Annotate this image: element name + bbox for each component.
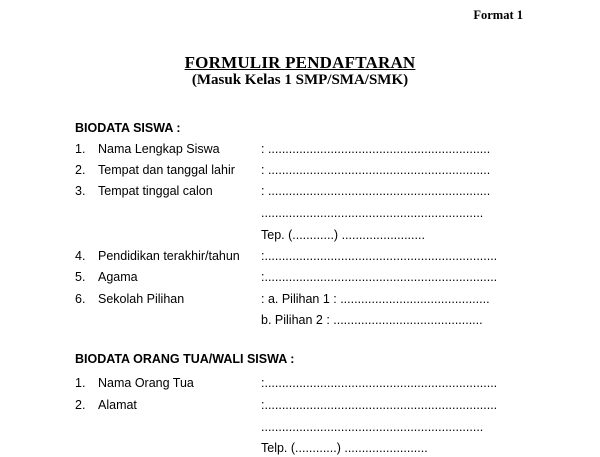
format-label: Format 1 bbox=[473, 8, 523, 22]
fill-line-nama-orang-tua[interactable]: :................................................................... bbox=[261, 376, 498, 390]
fill-line-tempat-tinggal-2[interactable]: ................................................................ bbox=[261, 206, 484, 220]
row-number: 2. bbox=[75, 398, 86, 412]
row-number: 2. bbox=[75, 163, 86, 177]
form-title: FORMULIR PENDAFTARAN bbox=[184, 53, 416, 72]
section-heading-biodata-siswa: BIODATA SISWA : bbox=[75, 121, 181, 135]
field-label-nama-orang-tua: Nama Orang Tua bbox=[98, 376, 194, 390]
field-label-agama: Agama bbox=[98, 270, 138, 284]
fill-line-tempat-tinggal[interactable]: : ................................................................ bbox=[261, 184, 491, 198]
fill-line-pilihan-2[interactable]: b. Pilihan 2 : ........................................... bbox=[261, 313, 483, 327]
fill-line-alamat-2[interactable]: ................................................................ bbox=[261, 420, 484, 434]
fill-line-agama[interactable]: :................................................................... bbox=[261, 270, 498, 284]
fill-line-telepon-orang-tua[interactable]: Telp. (............) ........................ bbox=[261, 441, 428, 455]
field-label-tempat-tanggal-lahir: Tempat dan tanggal lahir bbox=[98, 163, 235, 177]
row-number: 1. bbox=[75, 376, 86, 390]
field-label-tempat-tinggal: Tempat tinggal calon bbox=[98, 184, 213, 198]
row-number: 3. bbox=[75, 184, 86, 198]
section-heading-biodata-orang-tua: BIODATA ORANG TUA/WALI SISWA : bbox=[75, 352, 295, 366]
fill-line-pilihan-1[interactable]: : a. Pilihan 1 : ........................................... bbox=[261, 292, 490, 306]
fill-line-tempat-tanggal-lahir[interactable]: : ................................................................ bbox=[261, 163, 491, 177]
fill-line-nama-lengkap[interactable]: : ................................................................ bbox=[261, 142, 491, 156]
fill-line-telepon-siswa[interactable]: Tep. (............) ........................ bbox=[261, 228, 425, 242]
form-subtitle: (Masuk Kelas 1 SMP/SMA/SMK) bbox=[191, 72, 409, 88]
row-number: 1. bbox=[75, 142, 86, 156]
field-label-alamat: Alamat bbox=[98, 398, 137, 412]
field-label-pendidikan-terakhir: Pendidikan terakhir/tahun bbox=[98, 249, 240, 263]
field-label-nama-lengkap: Nama Lengkap Siswa bbox=[98, 142, 220, 156]
row-number: 5. bbox=[75, 270, 86, 284]
fill-line-alamat[interactable]: :................................................................... bbox=[261, 398, 498, 412]
fill-line-pendidikan-terakhir[interactable]: :................................................................... bbox=[261, 249, 498, 263]
field-label-sekolah-pilihan: Sekolah Pilihan bbox=[98, 292, 185, 306]
row-number: 6. bbox=[75, 292, 86, 306]
row-number: 4. bbox=[75, 249, 86, 263]
